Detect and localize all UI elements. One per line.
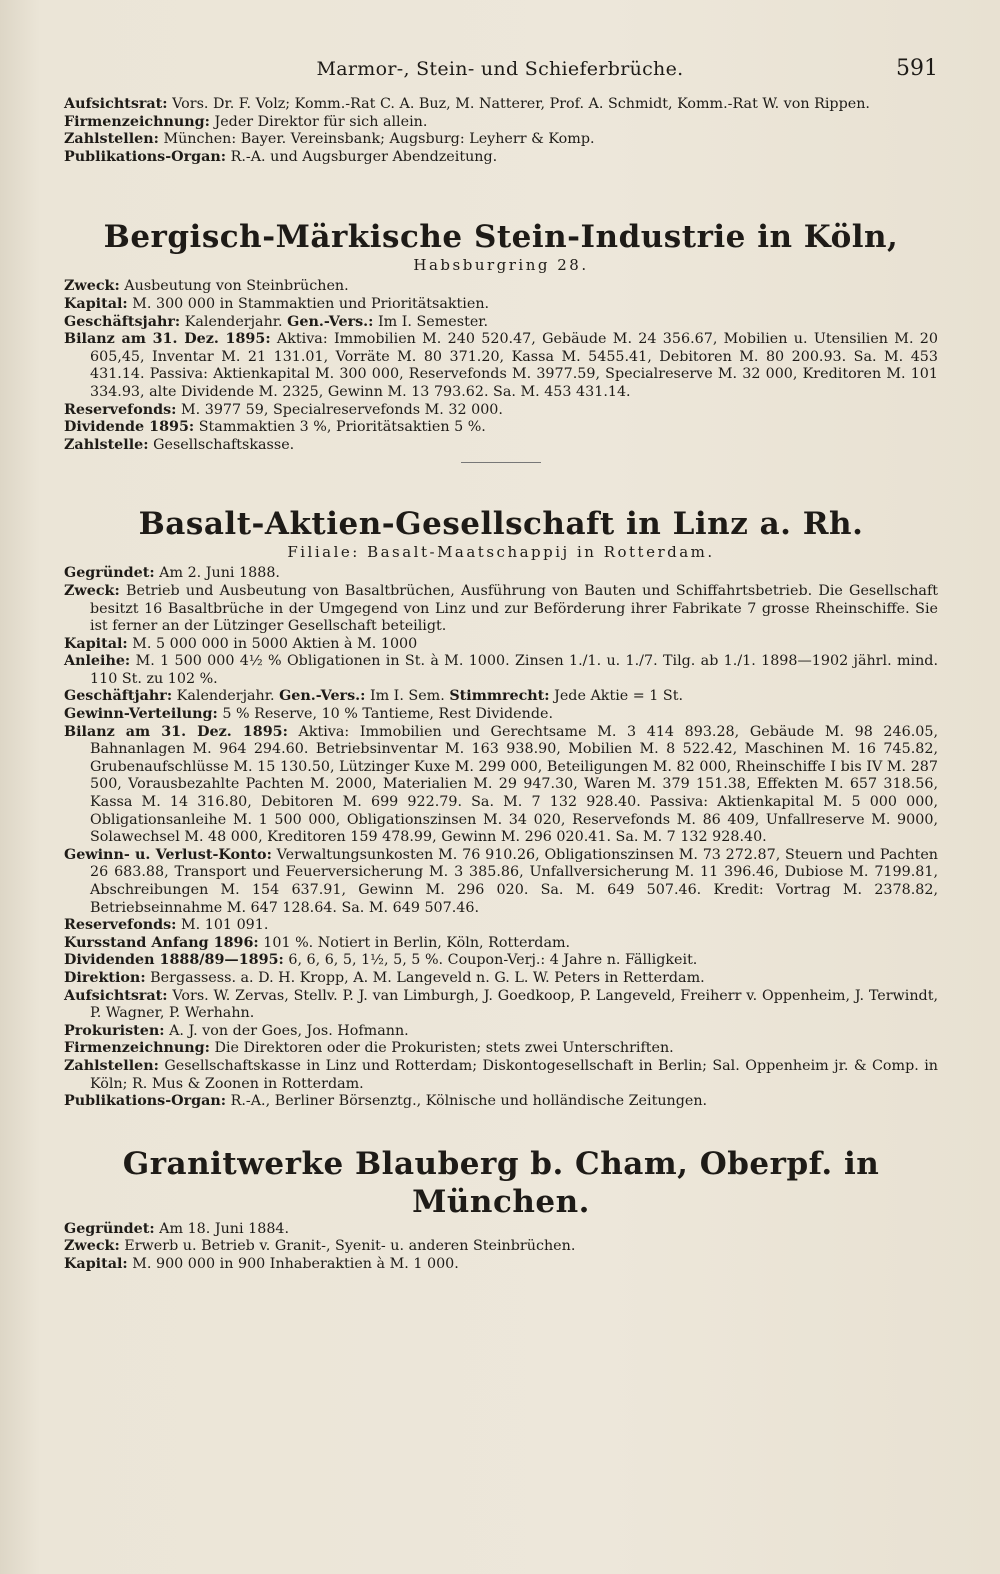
company-granitwerke-blauberg <box>64 1145 938 1274</box>
entry-reservefonds: Reservefonds: M. 3977 59, Specialreservefonds M. 32 000. <box>64 401 503 418</box>
company-title: Granitwerke Blauberg b. Cham, Oberpf. in München. <box>122 1145 880 1220</box>
entry-bilanz: Bilanz am 31. Dez. 1895: Aktiva: Immobilien M. 240 520.47, Gebäude M. 24 356.67, Mobilien u. Utensilien M. 20 605,45, Inventar M. 21 131.01, Vorräte M. 80 371.20, Kassa M. 5455.41, Debitoren M. 80 200.93. Sa. M. 453 431.14. Passiva: Aktienkapital M. 300 000, Reservefonds M. 3977.59, Specialreserve M. 32 000, Kreditoren M. 101 334.93, alte Dividende M. 2325, Gewinn M. 13 793.62. Sa. M. 453 431.14. <box>64 331 938 400</box>
page-header <box>64 56 938 96</box>
company-subtitle: Filiale: Basalt-Maatschappij in Rotterdam. <box>287 543 715 562</box>
company-bergisch-maerkische <box>64 218 938 463</box>
company-subtitle: Habsburgring 28. <box>413 256 589 275</box>
running-title: Marmor-, Stein- und Schieferbrüche. <box>316 58 684 80</box>
entry-aufsichtsrat: Aufsichtsrat: Vors. Dr. F. Volz; Komm.-Rat C. A. Buz, M. Natterer, Prof. A. Schmidt, Komm.-Rat W. von Rippen. <box>64 96 870 112</box>
company-basalt-aktien <box>64 505 938 1110</box>
entry-anleihe: Anleihe: M. 1 500 000 4½ % Obligationen in St. à M. 1000. Zinsen 1./1. u. 1./7. Tilg. ab 1./1. 1898—1902 jährl. mind. 110 St. zu 102 %. <box>64 653 938 687</box>
entry-geschaeftsjahr: Geschäftsjahr: Kalenderjahr. Gen.-Vers.: Im I. Semester. <box>64 313 489 330</box>
entry-zweck: Zweck: Ausbeutung von Steinbrüchen. <box>64 278 349 295</box>
entry-dividende: Dividende 1895: Stammaktien 3 %, Prioritätsaktien 5 %. <box>64 419 486 436</box>
entry-firmenzeichnung: Firmenzeichnung: Die Direktoren oder die Prokuristen; stets zwei Unterschriften. <box>64 1040 674 1057</box>
entry-geschaeftjahr: Geschäftjahr: Kalenderjahr. Gen.-Vers.: Im I. Sem. Stimmrecht: Jede Aktie = 1 St. <box>64 688 684 705</box>
entry-direktion: Direktion: Bergassess. a. D. H. Kropp, A. M. Langeveld n. G. L. W. Peters in Retterdam. <box>64 969 705 986</box>
entry-dividenden: Dividenden 1888/89—1895: 6, 6, 6, 5, 1½, 5, 5 %. Coupon-Verj.: 4 Jahre n. Fälligkeit. <box>64 952 698 969</box>
entry-publikations-organ: Publikations-Organ: R.-A. und Augsburger Abendzeitung. <box>64 148 498 165</box>
entry-zahlstellen: Zahlstellen: Gesellschaftskasse in Linz und Rotterdam; Diskontogesellschaft in Berlin; Sal. Oppenheim jr. & Comp. in Köln; R. Mus & Zoonen in Rotterdam. <box>64 1057 938 1092</box>
entry-prokuristen: Prokuristen: A. J. von der Goes, Jos. Hofmann. <box>64 1022 409 1039</box>
entry-gegruendet: Gegründet: Am 18. Juni 1884. <box>64 1220 290 1237</box>
top-continuation <box>64 96 938 166</box>
entry-zweck: Zweck: Betrieb und Ausbeutung von Basaltbrüchen, Ausführung von Bauten und Schiffahrtsbetrieb. Die Gesellschaft besitzt 16 Basaltbrüche in der Umgegend von Linz und zur Beförderung ihrer Fabrikate 7 grosse Rheinschiffe. Sie ist ferner an der Lützinger Gesellschaft beteiligt. <box>64 582 938 635</box>
company-title: Basalt-Aktien-Gesellschaft in Linz a. Rh. <box>138 506 864 543</box>
entry-reservefonds: Reservefonds: M. 101 091. <box>64 917 269 934</box>
entry-aufsichtsrat: Aufsichtsrat: Vors. W. Zervas, Stellv. P. J. van Limburgh, J. Goedkoop, P. Langeveld, Freiherr v. Oppenheim, J. Terwindt, P. Wagner, P. Werhahn. <box>64 987 939 1022</box>
page-number: 591 <box>896 56 938 81</box>
entry-gegruendet: Gegründet: Am 2. Juni 1888. <box>64 565 280 582</box>
entry-kapital: Kapital: M. 900 000 in 900 Inhaberaktien à M. 1 000. <box>64 1255 459 1272</box>
entry-zahlstellen: Zahlstellen: München: Bayer. Vereinsbank; Augsburg: Leyherr & Komp. <box>64 131 595 148</box>
company-title: Bergisch-Märkische Stein-Industrie in Köln, <box>103 219 899 256</box>
entry-kapital: Kapital: M. 300 000 in Stammaktien und Prioritätsaktien. <box>64 295 490 312</box>
entry-zahlstelle: Zahlstelle: Gesellschaftskasse. <box>64 436 295 453</box>
entry-firmenzeichnung: Firmenzeichnung: Jeder Direktor für sich allein. <box>64 113 428 130</box>
entry-gewinn-verlust-konto: Gewinn- u. Verlust-Konto: Verwaltungsunkosten M. 76 910.26, Obligationszinsen M. 73 272.87, Steuern und Pachten 26 683.88, Transport und Feuerversicherung M. 3 385.86, Unfallversicherung M. 11 396.46, Dubiose M. 7199.81, Abschreibungen M. 154 637.91, Gewinn M. 296 020. Sa. M. 649 507.46. Kredit: Vortrag M. 2378.82, Betriebseinnahme M. 647 128.64. Sa. M. 649 507.46. <box>64 846 939 916</box>
entry-kursstand: Kursstand Anfang 1896: 101 %. Notiert in Berlin, Köln, Rotterdam. <box>64 934 571 951</box>
entry-bilanz: Bilanz am 31. Dez. 1895: Aktiva: Immobilien und Gerechtsame M. 3 414 893.28, Gebäude M. 98 246.05, Bahnanlagen M. 964 294.60. Betriebsinventar M. 163 938.90, Mobilien M. 8 522.42, Maschinen M. 16 745.82, Grubenaufschlüsse M. 15 130.50, Lützinger Kuxe M. 299 000, Beteiligungen M. 82 000, Rheinschiffe I bis IV M. 287 500, Vorausbezahlte Pachten M. 2000, Materialien M. 29 947.30, Waren M. 379 151.38, Effekten M. 657 318.56, Kassa M. 14 316.80, Debitoren M. 699 922.79. Sa. M. 7 132 928.40. Passiva: Aktienkapital M. 5 000 000, Obligationsanleihe M. 1 500 000, Obligationszinsen M. 34 020, Reservefonds M. 86 409, Unfallreserve M. 9000, Solawechsel M. 48 000, Kreditoren 159 478.99, Gewinn M. 296 020.41. Sa. M. 7 132 928.40. <box>64 723 939 846</box>
entry-kapital: Kapital: M. 5 000 000 in 5000 Aktien à M. 1000 <box>64 635 418 652</box>
entry-gewinn-verteilung: Gewinn-Verteilung: 5 % Reserve, 10 % Tantieme, Rest Dividende. <box>64 706 553 723</box>
entry-publikations-organ: Publikations-Organ: R.-A., Berliner Börsenztg., Kölnische und holländische Zeitungen. <box>64 1093 708 1110</box>
entry-zweck: Zweck: Erwerb u. Betrieb v. Granit-, Syenit- u. anderen Steinbrüchen. <box>64 1238 576 1255</box>
